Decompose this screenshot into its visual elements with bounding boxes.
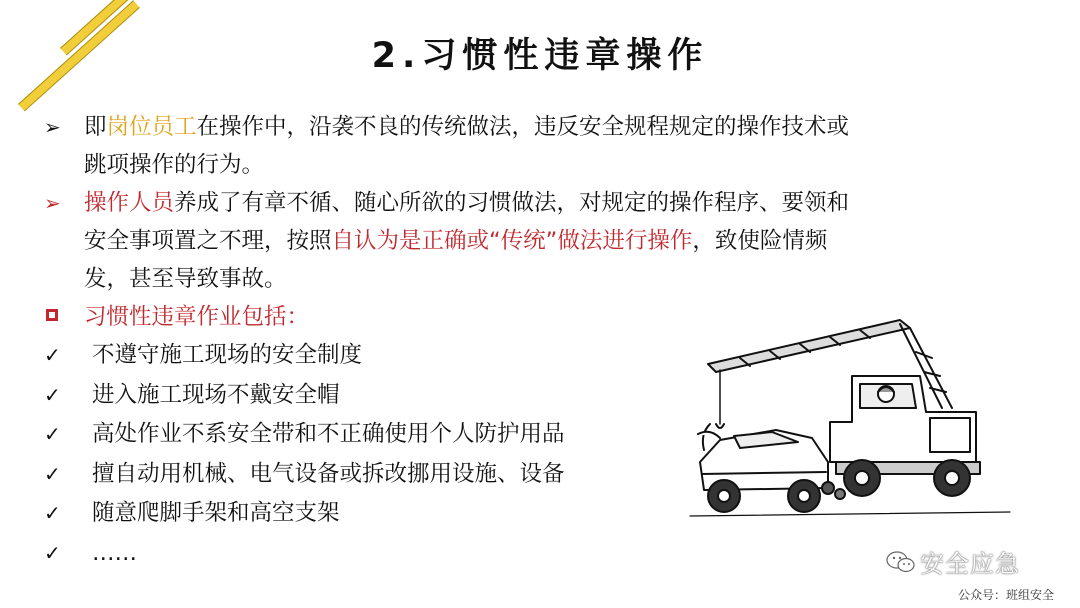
check-icon: ✓ xyxy=(44,540,61,565)
watermark xyxy=(886,544,1020,581)
list-item-text: 高处作业不系安全带和不正确使用个人防护用品 xyxy=(92,421,565,447)
check-icon: ✓ xyxy=(44,343,61,367)
arrow-bullet-icon: ➢ xyxy=(44,115,61,139)
p2-line-1: 养成了有章不循、随心所欲的习惯做法，对规定的操作程序、要领和 xyxy=(174,190,850,216)
check-icon: ✓ xyxy=(44,422,61,446)
p2-line-2b: ，致使险情频 xyxy=(692,228,828,254)
list-item-text: …… xyxy=(92,539,137,566)
footer-account: 公众号：班组安全 xyxy=(958,588,1055,602)
tow-truck-illustration xyxy=(680,312,1050,532)
p2-line-2a: 安全事项置之不理，按照 xyxy=(84,228,332,254)
list-item-text: 进入施工现场不戴安全帽 xyxy=(92,381,340,408)
list-item-text: 擅自动用机械、电气设备或拆改挪用设施、设备 xyxy=(92,460,565,487)
watermark-text: 安全应急 xyxy=(920,550,1020,578)
p1-text: 在操作中，沿袭不良的传统做法，违反安全规程规定的操作技术或 xyxy=(196,114,850,140)
p2-line-3: 发，甚至导致事故。 xyxy=(84,266,287,292)
list-item-text: 随意爬脚手架和高空支架 xyxy=(92,500,340,526)
subheading: 习惯性违章作业包括： xyxy=(84,304,310,330)
check-icon: ✓ xyxy=(44,501,61,525)
paragraph-definition xyxy=(44,108,1024,184)
p1-pre: 即 xyxy=(84,114,107,140)
list-item xyxy=(44,534,1024,574)
p1-highlight: 岗位员工 xyxy=(106,114,197,140)
check-icon: ✓ xyxy=(44,461,61,486)
p1-text-2: 跳项操作的行为。 xyxy=(84,152,265,178)
square-bullet-icon xyxy=(46,309,58,321)
p2-highlight-2: 自认为是正确或“传统”做法进行操作 xyxy=(331,228,693,254)
list-item-text: 不遵守施工现场的安全制度 xyxy=(92,342,363,368)
check-icon: ✓ xyxy=(44,382,61,407)
wechat-icon xyxy=(886,549,916,581)
slide-title: 2.习惯性违章操作 xyxy=(371,36,709,76)
arrow-bullet-icon: ➢ xyxy=(44,191,61,215)
paragraph-description xyxy=(44,184,1024,298)
p2-highlight-1: 操作人员 xyxy=(84,190,175,216)
